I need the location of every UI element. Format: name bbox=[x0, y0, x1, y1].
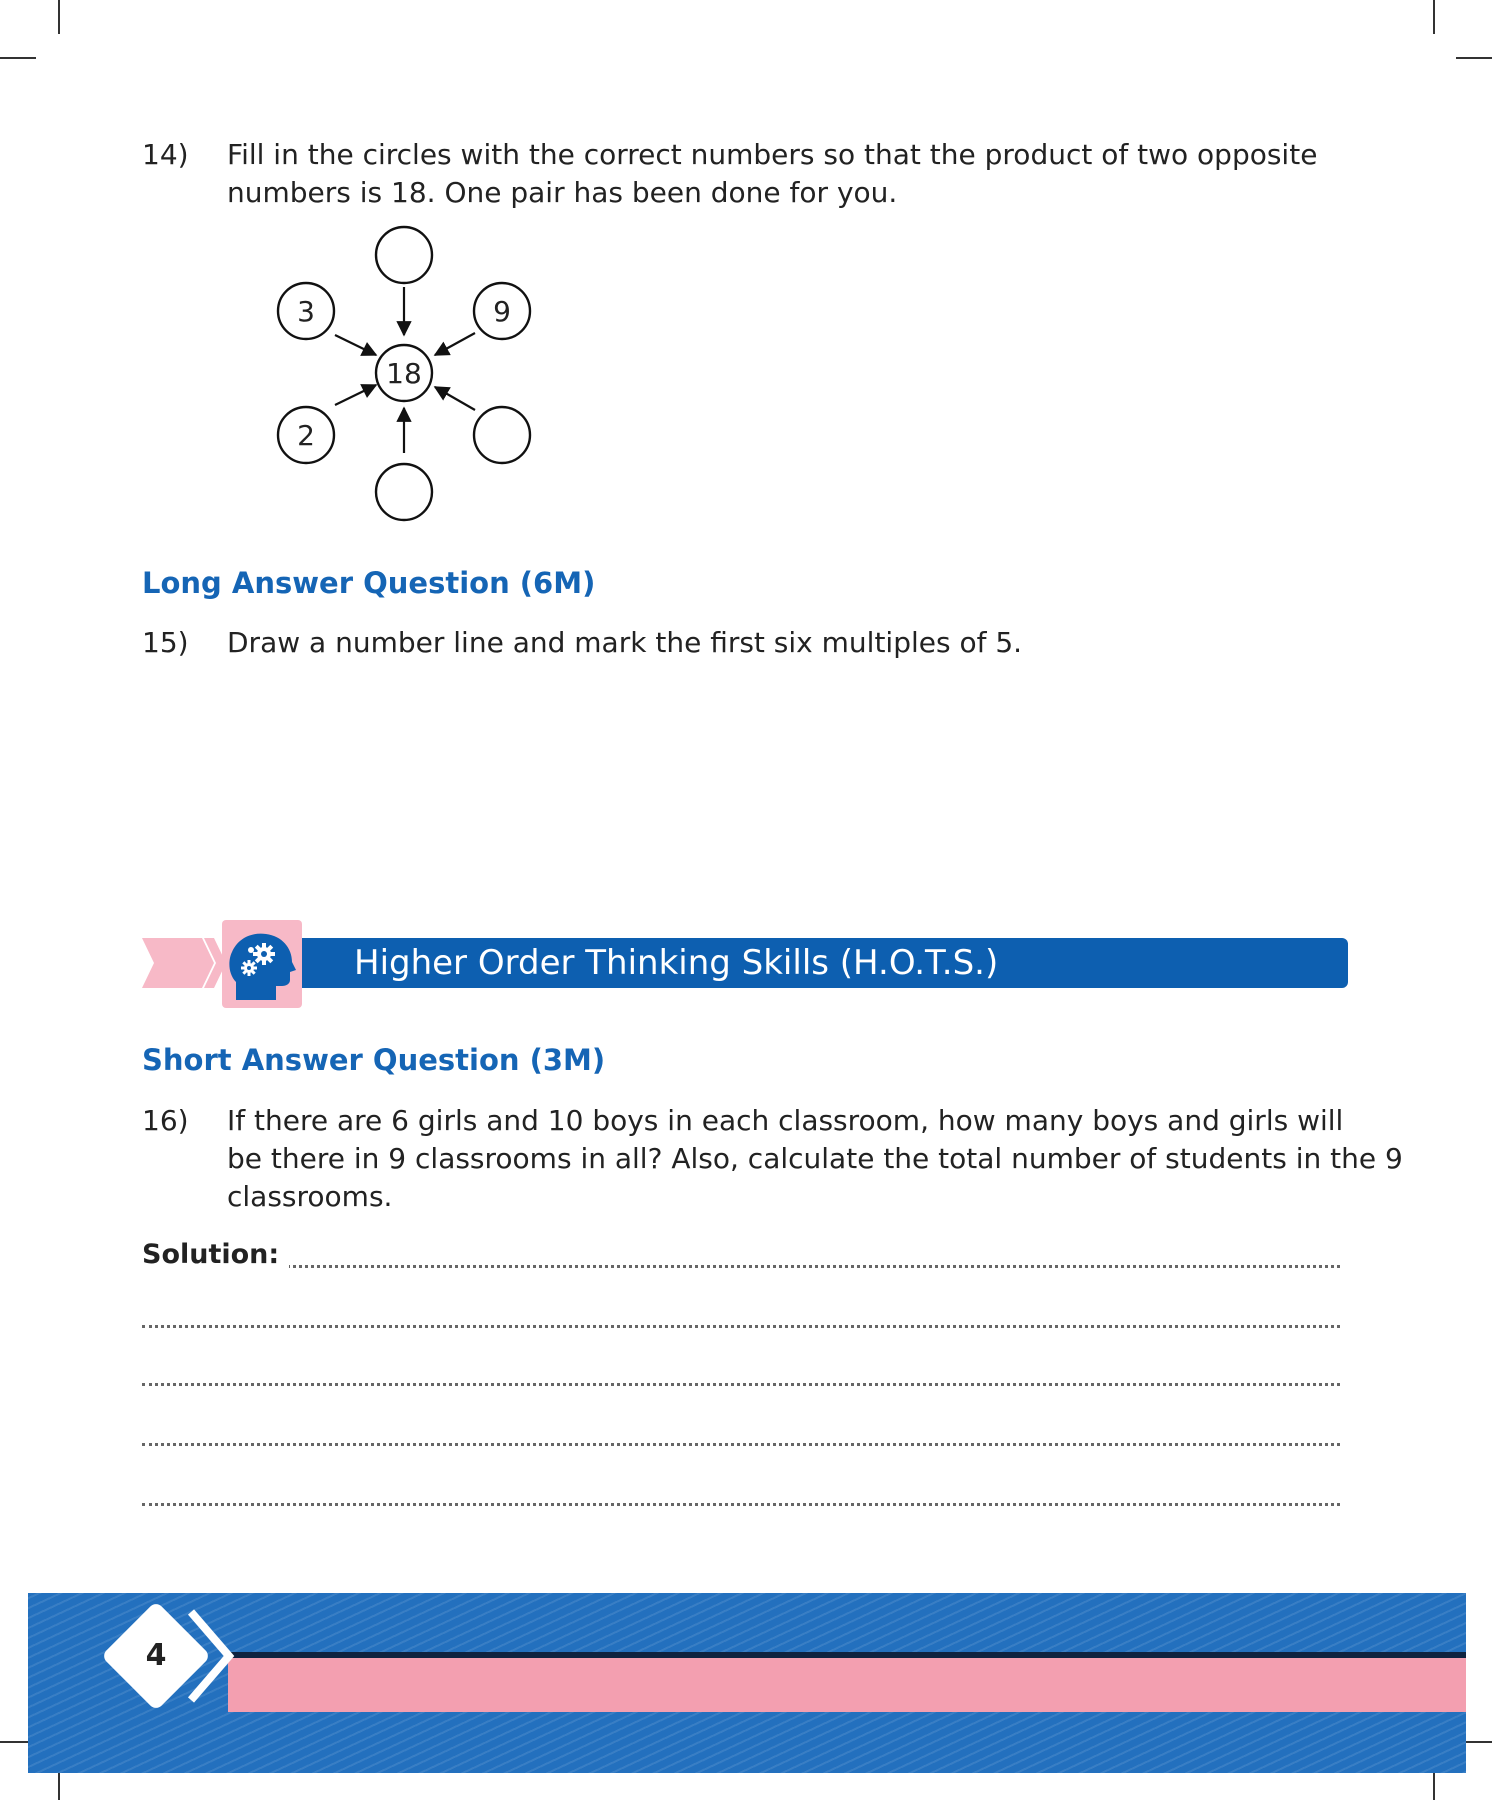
crop-mark bbox=[58, 0, 60, 34]
head-gears-icon bbox=[222, 920, 302, 1008]
dotted-rule bbox=[142, 1503, 1340, 1506]
question-line: be there in 9 classrooms in all? Also, calculate the total number of students in the 9 bbox=[227, 1142, 1403, 1175]
hots-icon-box bbox=[222, 920, 302, 1008]
question-line: numbers is 18. One pair has been done for you. bbox=[227, 176, 898, 209]
solution-answer-line[interactable] bbox=[142, 1240, 1340, 1270]
dotted-rule bbox=[142, 1325, 1340, 1328]
solution-answer-line[interactable] bbox=[142, 1418, 1340, 1448]
question-line: Draw a number line and mark the first six multiples of 5. bbox=[227, 626, 1023, 659]
question-line: If there are 6 girls and 10 boys in each classroom, how many boys and girls will bbox=[227, 1104, 1344, 1137]
question-line: Fill in the circles with the correct numbers so that the product of two opposite bbox=[227, 138, 1318, 171]
dotted-rule bbox=[142, 1443, 1340, 1446]
question-number: 14) bbox=[142, 138, 189, 171]
arrow-upper-left bbox=[335, 335, 376, 355]
solution-answer-line[interactable] bbox=[142, 1300, 1340, 1330]
dotted-rule bbox=[142, 1383, 1340, 1386]
arrow-lower-right bbox=[435, 387, 475, 410]
short-answer-heading: Short Answer Question (3M) bbox=[142, 1043, 606, 1077]
arrow-upper-right bbox=[435, 333, 475, 355]
solution-answer-line[interactable] bbox=[142, 1478, 1340, 1508]
hots-title: Higher Order Thinking Skills (H.O.T.S.) bbox=[354, 943, 999, 983]
value-lower-left: 2 bbox=[297, 419, 315, 452]
product-circle-diagram bbox=[240, 215, 560, 525]
question-text bbox=[227, 1102, 1403, 1216]
circle-top bbox=[376, 227, 432, 283]
value-center: 18 bbox=[386, 357, 422, 390]
value-upper-right: 9 bbox=[493, 295, 511, 328]
solution-answer-line[interactable] bbox=[142, 1358, 1340, 1388]
solution-label: Solution: bbox=[142, 1240, 289, 1270]
long-answer-heading: Long Answer Question (6M) bbox=[142, 566, 596, 600]
question-number: 15) bbox=[142, 626, 189, 659]
question-number: 16) bbox=[142, 1104, 189, 1137]
question-line: classrooms. bbox=[227, 1180, 393, 1213]
crop-mark bbox=[0, 57, 36, 59]
hots-banner bbox=[300, 938, 1348, 988]
value-upper-left: 3 bbox=[297, 295, 315, 328]
circle-bottom bbox=[376, 464, 432, 520]
footer-pink-band bbox=[228, 1658, 1466, 1712]
circle-lower-right bbox=[474, 407, 530, 463]
page-number: 4 bbox=[145, 1638, 167, 1673]
arrow-lower-left bbox=[335, 385, 376, 405]
crop-mark bbox=[1433, 0, 1435, 34]
crop-mark bbox=[1456, 57, 1492, 59]
dotted-rule bbox=[142, 1265, 1340, 1268]
question-text bbox=[227, 136, 1317, 212]
question-text bbox=[227, 624, 1022, 662]
